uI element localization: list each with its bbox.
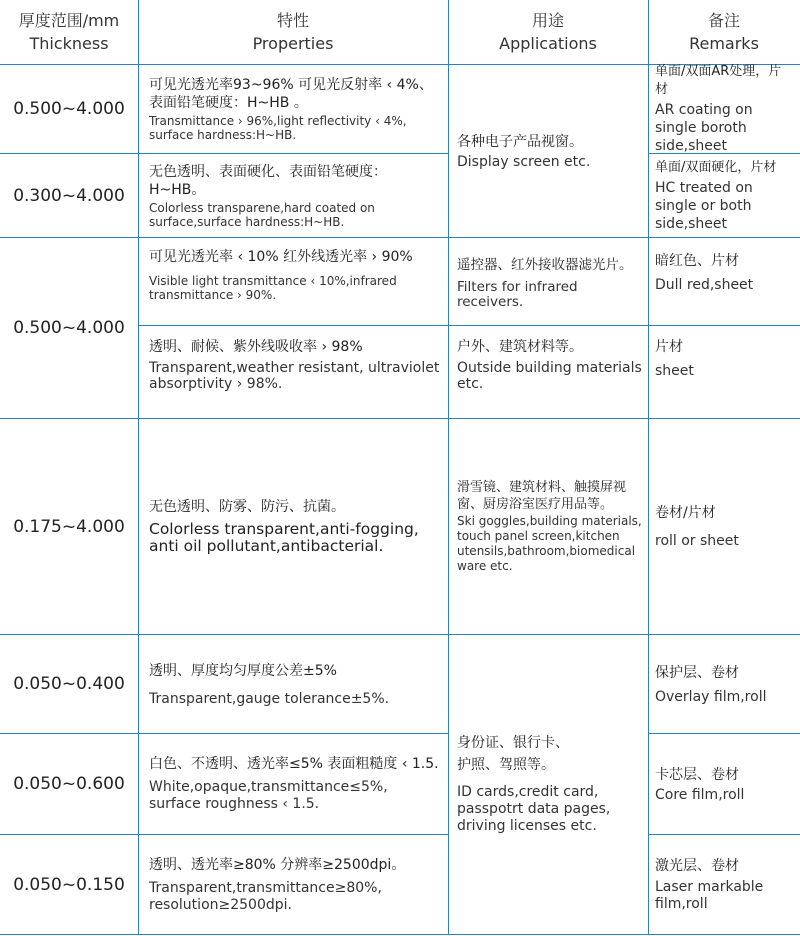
remarks-zh: 单面/双面AR处理，片材 [655, 64, 782, 97]
properties-en: Transparent,transmittance≥80%, resolution≥2500dpi. [149, 879, 382, 913]
header-applications-en: Applications [499, 34, 597, 53]
properties-cell [139, 635, 448, 733]
properties-cell [139, 419, 448, 634]
remarks-cell [649, 154, 800, 237]
header-applications-zh: 用途 [531, 11, 564, 30]
properties-cell [139, 835, 448, 934]
remarks-en: Core film,roll [655, 786, 745, 803]
thickness-cell: 0.050~0.400 [13, 674, 125, 694]
properties-zh: 可见光透光率 ‹ 10% 红外线透光率 › 90% [149, 249, 413, 265]
thickness-cell: 0.050~0.150 [13, 874, 125, 895]
properties-cell [139, 154, 448, 237]
thickness-cell: 0.500~4.000 [13, 318, 125, 338]
applications-zh-line2: 护照、驾照等。 [457, 757, 555, 773]
applications-cell-id [449, 635, 648, 934]
remarks-zh: 卡芯层、卷材 [655, 766, 739, 783]
header-thickness [0, 0, 138, 64]
header-properties-en: Properties [252, 34, 334, 53]
header-thickness-en: Thickness [29, 34, 109, 53]
properties-cell [139, 326, 448, 418]
grid-line [0, 934, 800, 935]
applications-zh: 各种电子产品视窗。 [457, 133, 583, 150]
header-applications [448, 0, 648, 64]
remarks-cell [649, 65, 800, 153]
applications-cell [449, 238, 648, 325]
properties-en: White,opaque,transmittance≤5%, surface roughness ‹ 1.5. [149, 779, 388, 812]
properties-zh: 透明、透光率≥80% 分辨率≥2500dpi。 [149, 856, 406, 873]
properties-en: Visible light transmittance ‹ 10%,infrared transmittance › 90%. [149, 274, 397, 302]
applications-cell [449, 419, 648, 634]
applications-en: Display screen etc. [457, 153, 591, 170]
remarks-cell [649, 238, 800, 325]
applications-cell-display [449, 65, 648, 237]
remarks-en: Laser markable film,roll [655, 878, 764, 912]
header-properties-zh: 特性 [276, 11, 309, 30]
properties-en: Transmittance › 96%,light reflectivity ‹ 4%, surface hardness:H~HB. [149, 114, 407, 142]
remarks-en: roll or sheet [655, 533, 739, 549]
applications-en: Outside building materials etc. [457, 360, 642, 392]
properties-zh: 无色透明、防雾、防污、抗菌。 [149, 499, 345, 515]
properties-zh: 白色、不透明、透光率≤5% 表面粗糙度 ‹ 1.5. [149, 756, 439, 772]
remarks-en: Overlay film,roll [655, 688, 767, 705]
applications-zh: 遥控器、红外接收器滤光片。 [457, 257, 633, 273]
remarks-en: Dull red,sheet [655, 277, 754, 293]
properties-en: Transparent,weather resistant, ultraviolet absorptivity › 98%. [149, 360, 440, 392]
remarks-cell [649, 419, 800, 634]
remarks-zh: 单面/双面硬化，片材 [655, 159, 777, 175]
properties-en: Colorless transparene,hard coated on surface,surface hardness:H~HB. [149, 200, 375, 229]
header-thickness-zh: 厚度范围/mm [18, 11, 120, 30]
properties-zh: 透明、厚度均匀厚度公差±5% [149, 662, 337, 679]
header-remarks [648, 0, 800, 64]
remarks-zh: 卷材/片材 [655, 505, 716, 521]
applications-zh: 滑雪镜、建筑材料、触摸屏视窗、厨房浴室医疗用品等。 [457, 480, 627, 512]
properties-zh: 无色透明、表面硬化、表面铅笔硬度：H~HB。 [149, 163, 387, 198]
remarks-en: HC treated on single or both side,sheet [655, 179, 753, 232]
properties-cell [139, 65, 448, 153]
remarks-cell [649, 635, 800, 733]
applications-zh-line1: 身份证、银行卡、 [457, 735, 569, 751]
remarks-cell [649, 326, 800, 418]
remarks-en: sheet [655, 363, 694, 379]
properties-cell [139, 238, 448, 325]
header-remarks-en: Remarks [689, 34, 759, 53]
thickness-cell: 0.300~4.000 [13, 185, 125, 206]
properties-en: Colorless transparent,anti-fogging, anti oil pollutant,antibacterial. [149, 520, 419, 555]
remarks-zh: 激光层、卷材 [655, 857, 739, 874]
properties-en: Transparent,gauge tolerance±5%. [149, 690, 390, 707]
remarks-cell [649, 734, 800, 834]
thickness-cell: 0.500~4.000 [13, 99, 125, 119]
remarks-zh: 暗红色、片材 [655, 253, 739, 269]
header-remarks-zh: 备注 [707, 11, 740, 30]
properties-cell [139, 734, 448, 834]
remarks-zh: 片材 [655, 339, 683, 355]
remarks-cell [649, 835, 800, 934]
applications-zh: 户外、建筑材料等。 [457, 339, 583, 355]
thickness-cell: 0.175~4.000 [13, 516, 125, 537]
remarks-en: AR coating on single boroth side,sheet [655, 102, 753, 154]
properties-zh: 可见光透光率93~96% 可见光反射率 ‹ 4%、表面铅笔硬度：H~HB 。 [149, 77, 433, 111]
remarks-zh: 保护层、卷材 [655, 664, 739, 681]
applications-en: Ski goggles,building materials, touch panel screen,kitchen utensils,bathroom,biomedical ware etc. [457, 514, 642, 573]
header-properties [138, 0, 448, 64]
applications-cell [449, 326, 648, 418]
applications-en: Filters for infrared receivers. [457, 279, 578, 310]
applications-en: ID cards,credit card, passpotrt data pages, driving licenses etc. [457, 784, 611, 834]
thickness-cell: 0.050~0.600 [13, 774, 125, 794]
properties-zh: 透明、耐候、紫外线吸收率 › 98% [149, 339, 363, 355]
